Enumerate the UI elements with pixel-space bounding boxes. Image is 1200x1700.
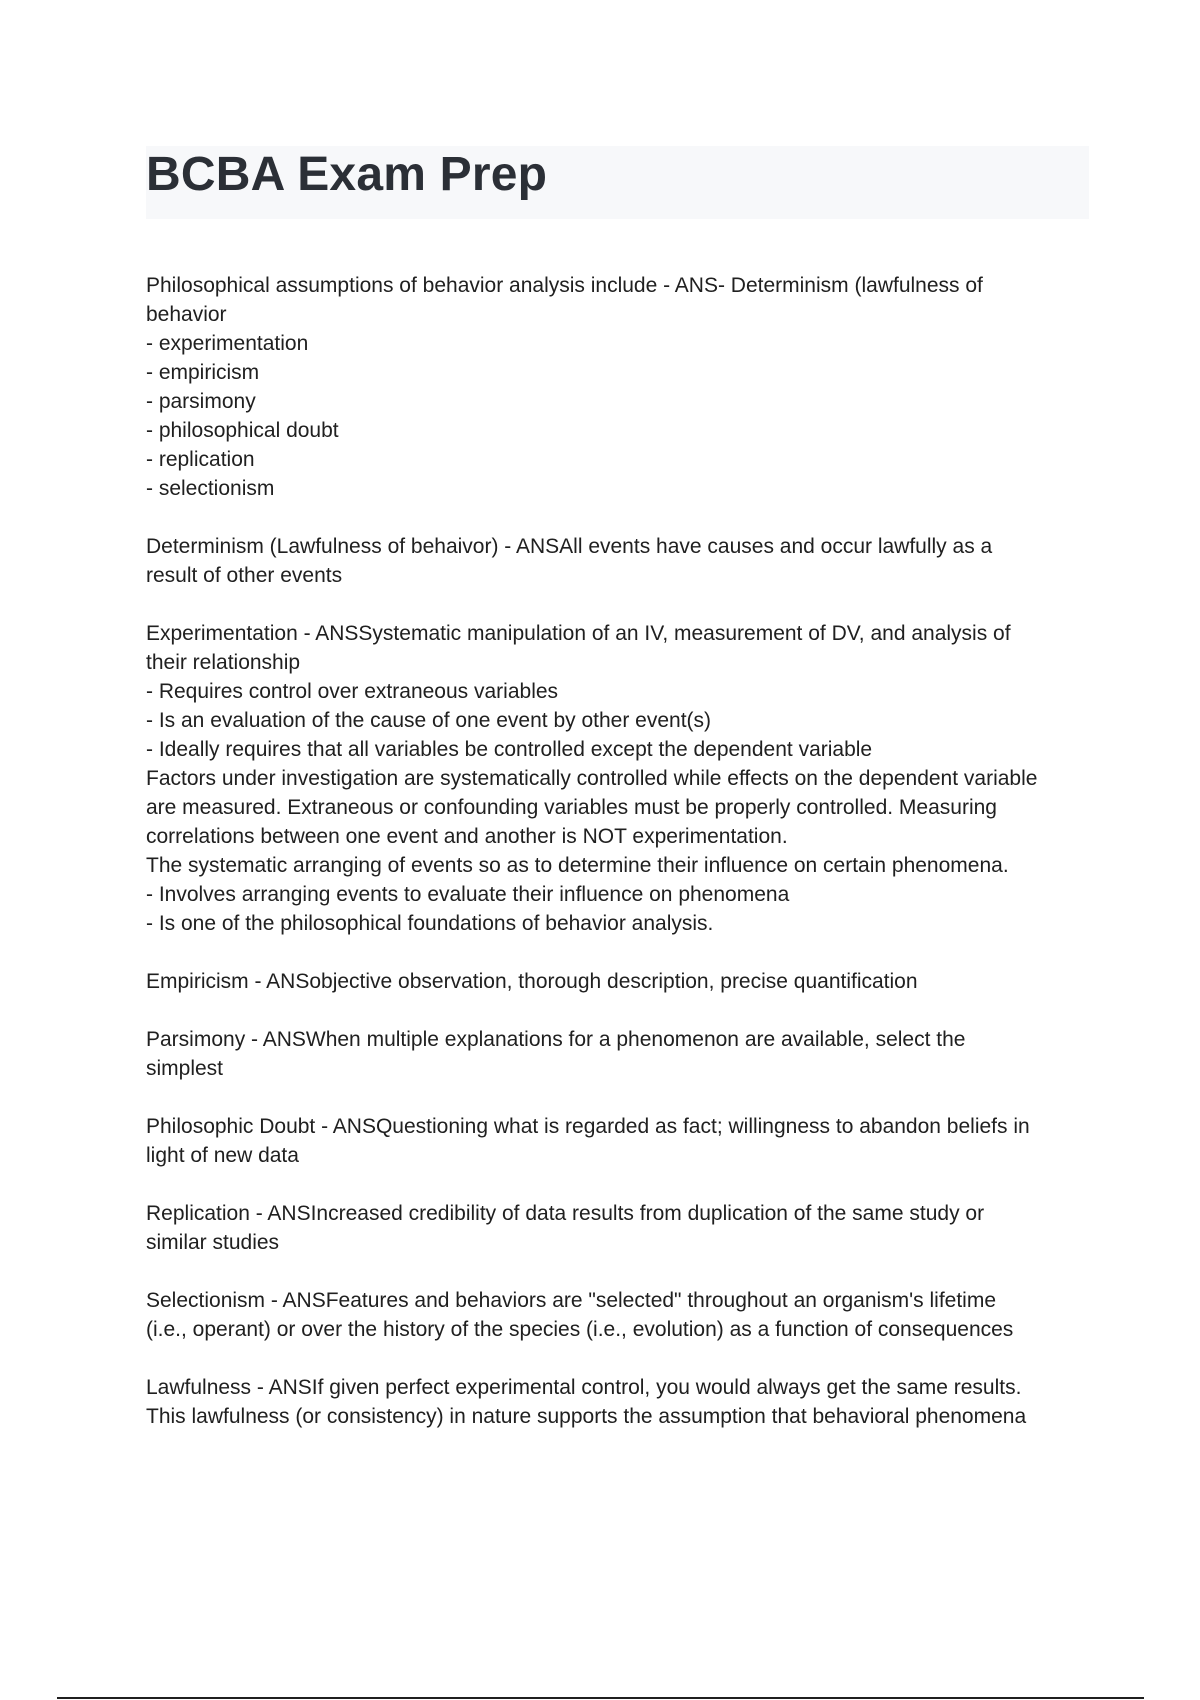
document-line: are measured. Extraneous or confounding variables must be properly controlled. Measuring bbox=[146, 796, 997, 819]
paragraph-gap bbox=[146, 938, 1091, 967]
document-line: their relationship bbox=[146, 651, 301, 674]
paragraph-gap bbox=[146, 503, 1091, 532]
document-line: - replication bbox=[146, 448, 255, 471]
document-line: simplest bbox=[146, 1057, 224, 1080]
document-line: Replication - ANSIncreased credibility of data results from duplication of the same study or bbox=[146, 1202, 985, 1225]
paragraph-gap bbox=[146, 996, 1091, 1025]
document-line: Parsimony - ANSWhen multiple explanations for a phenomenon are available, select the bbox=[146, 1028, 966, 1051]
document-line: - Requires control over extraneous variables bbox=[146, 680, 559, 703]
document-line: Philosophical assumptions of behavior analysis include - ANS- Determinism (lawfulness of bbox=[146, 274, 983, 297]
document-line: - Is an evaluation of the cause of one event by other event(s) bbox=[146, 709, 712, 732]
document-line: - empiricism bbox=[146, 361, 260, 384]
document-line: correlations between one event and another is NOT experimentation. bbox=[146, 825, 788, 848]
document-line: (i.e., operant) or over the history of the species (i.e., evolution) as a function of consequences bbox=[146, 1318, 1014, 1341]
paragraph-gap bbox=[146, 590, 1091, 619]
document-line: Experimentation - ANSSystematic manipulation of an IV, measurement of DV, and analysis of bbox=[146, 622, 1011, 645]
document-line: similar studies bbox=[146, 1231, 280, 1254]
document-line: - philosophical doubt bbox=[146, 419, 339, 442]
document-line: - parsimony bbox=[146, 390, 256, 413]
paragraph-gap bbox=[146, 1083, 1091, 1112]
document-line: - Is one of the philosophical foundations of behavior analysis. bbox=[146, 912, 714, 935]
document-line: Factors under investigation are systematically controlled while effects on the dependent variable bbox=[146, 767, 1038, 790]
document-line: - selectionism bbox=[146, 477, 275, 500]
document-line: - Involves arranging events to evaluate their influence on phenomena bbox=[146, 883, 790, 906]
paragraph-gap bbox=[146, 1170, 1091, 1199]
paragraph-gap bbox=[146, 1257, 1091, 1286]
page-title: BCBA Exam Prep bbox=[146, 148, 548, 201]
document-line: Lawfulness - ANSIf given perfect experimental control, you would always get the same results. bbox=[146, 1376, 1022, 1399]
document-line: Philosophic Doubt - ANSQuestioning what is regarded as fact; willingness to abandon beliefs in bbox=[146, 1115, 1030, 1138]
document-line: Selectionism - ANSFeatures and behaviors are "selected" throughout an organism's lifetime bbox=[146, 1289, 997, 1312]
document-line: This lawfulness (or consistency) in nature supports the assumption that behavioral phenomena bbox=[146, 1405, 1027, 1428]
document-line: - Ideally requires that all variables be controlled except the dependent variable bbox=[146, 738, 873, 761]
document-line: result of other events bbox=[146, 564, 343, 587]
document-body bbox=[146, 271, 1091, 1431]
document-line: Empiricism - ANSobjective observation, thorough description, precise quantification bbox=[146, 970, 918, 993]
paragraph-gap bbox=[146, 1344, 1091, 1373]
document-line: behavior bbox=[146, 303, 227, 326]
document-line: The systematic arranging of events so as to determine their influence on certain phenomena. bbox=[146, 854, 1009, 877]
document-line: light of new data bbox=[146, 1144, 299, 1167]
document-line: Determinism (Lawfulness of behaivor) - ANSAll events have causes and occur lawfully as a bbox=[146, 535, 993, 558]
page-bottom-rule bbox=[57, 1697, 1144, 1699]
document-line: - experimentation bbox=[146, 332, 309, 355]
